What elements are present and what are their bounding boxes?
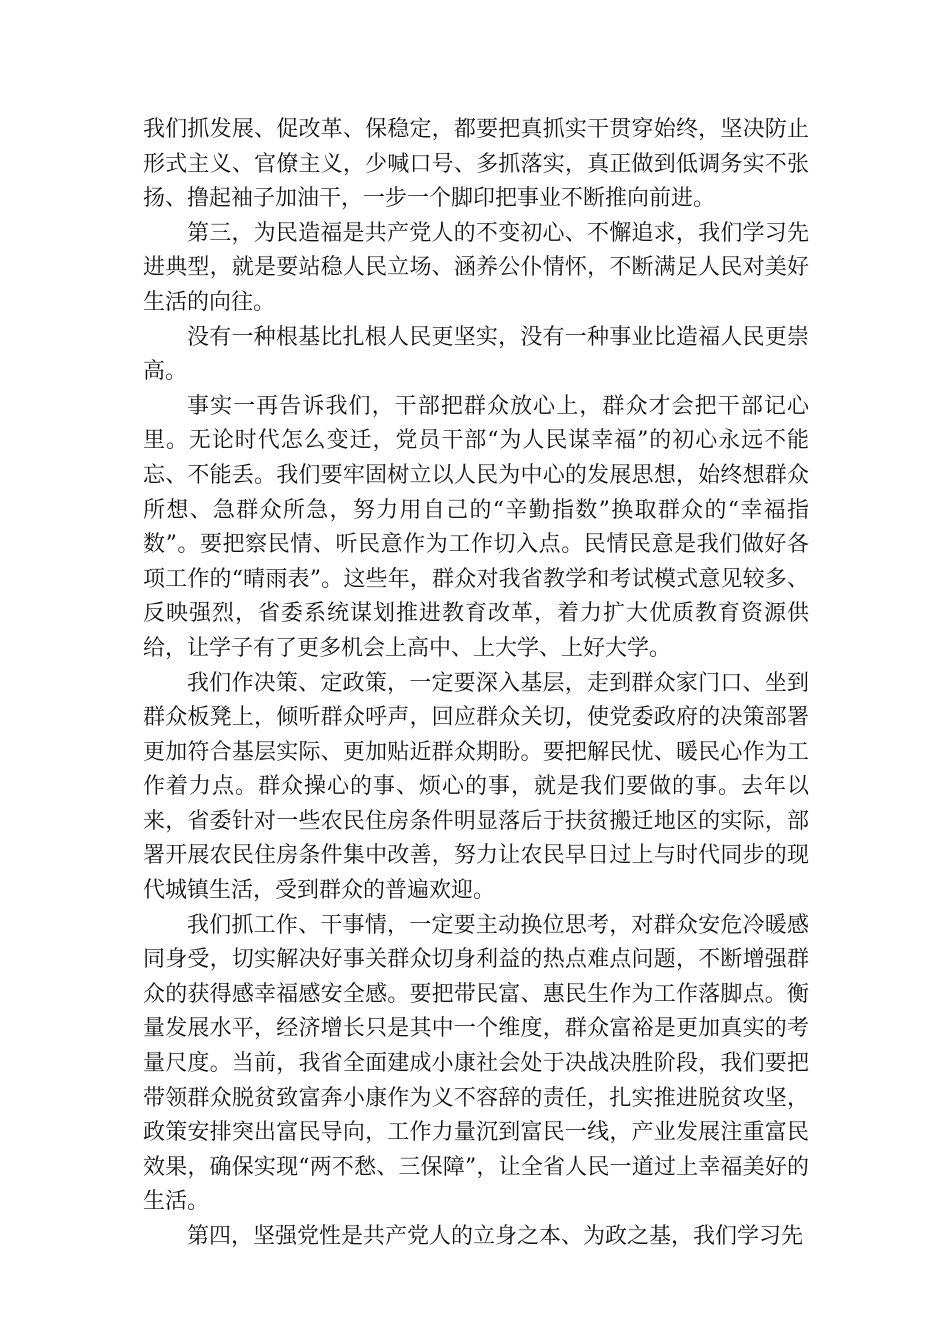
paragraph-4: 事实一再告诉我们，干部把群众放心上，群众才会把干部记心里。无论时代怎么变迁，党员干部“为人民谋幸福”的初心永远不能忘、不能丢。我们要牢固树立以人民为中心的发展思想，始终想群众所想、急群众所急，努力用自己的“辛勤指数”换取群众的“幸福指数”。要把察民情、听民意作为工作切入点。民情民意是我们做好各项工作的“晴雨表”。这些年，群众对我省教学和考试模式意见较多、反映强烈，省委系统谋划推进教育改革，着力扩大优质教育资源供给，让学子有了更多机会上高中、上大学、上好大学。: [143, 393, 809, 661]
paragraph-1: 我们抓发展、促改革、保稳定，都要把真抓实干贯穿始终，坚决防止形式主义、官僚主义，少喊口号、多抓落实，真正做到低调务实不张扬、撸起袖子加油干，一步一个脚印把事业不断推向前进。: [143, 117, 809, 212]
paragraph-6: 我们抓工作、干事情，一定要主动换位思考，对群众安危冷暖感同身受，切实解决好事关群众切身利益的热点难点问题，不断增强群众的获得感幸福感安全感。要把带民富、惠民生作为工作落脚点。衡量发展水平，经济增长只是其中一个维度，群众富裕是更加真实的考量尺度。当前，我省全面建成小康社会处于决战决胜阶段，我们要把带领群众脱贫致富奔小康作为义不容辞的责任，扎实推进脱贫攻坚，政策安排突出富民导向，工作力量沉到富民一线，产业发展注重富民效果，确保实现“两不愁、三保障”，让全省人民一道过上幸福美好的生活。: [143, 912, 809, 1215]
paragraph-5: 我们作决策、定政策，一定要深入基层，走到群众家门口、坐到群众板凳上，倾听群众呼声，回应群众关切，使党委政府的决策部署更加符合基层实际、更加贴近群众期盼。要把解民忧、暖民心作为工作着力点。群众操心的事、烦心的事，就是我们要做的事。去年以来，省委针对一些农民住房条件明显落后于扶贫搬迁地区的实际，部署开展农民住房条件集中改善，努力让农民早日过上与时代同步的现代城镇生活，受到群众的普遍欢迎。: [143, 670, 809, 904]
paragraph-3: 没有一种根基比扎根人民更坚实，没有一种事业比造福人民更崇高。: [143, 324, 809, 385]
paragraph-7: 第四，坚强党性是共产党人的立身之本、为政之基，我们学习先: [187, 1224, 804, 1249]
document-body: [143, 113, 809, 1255]
paragraph-2: 第三，为民造福是共产党人的不变初心、不懈追求，我们学习先进典型，就是要站稳人民立场、涵养公仆情怀，不断满足人民对美好生活的向往。: [143, 220, 809, 315]
